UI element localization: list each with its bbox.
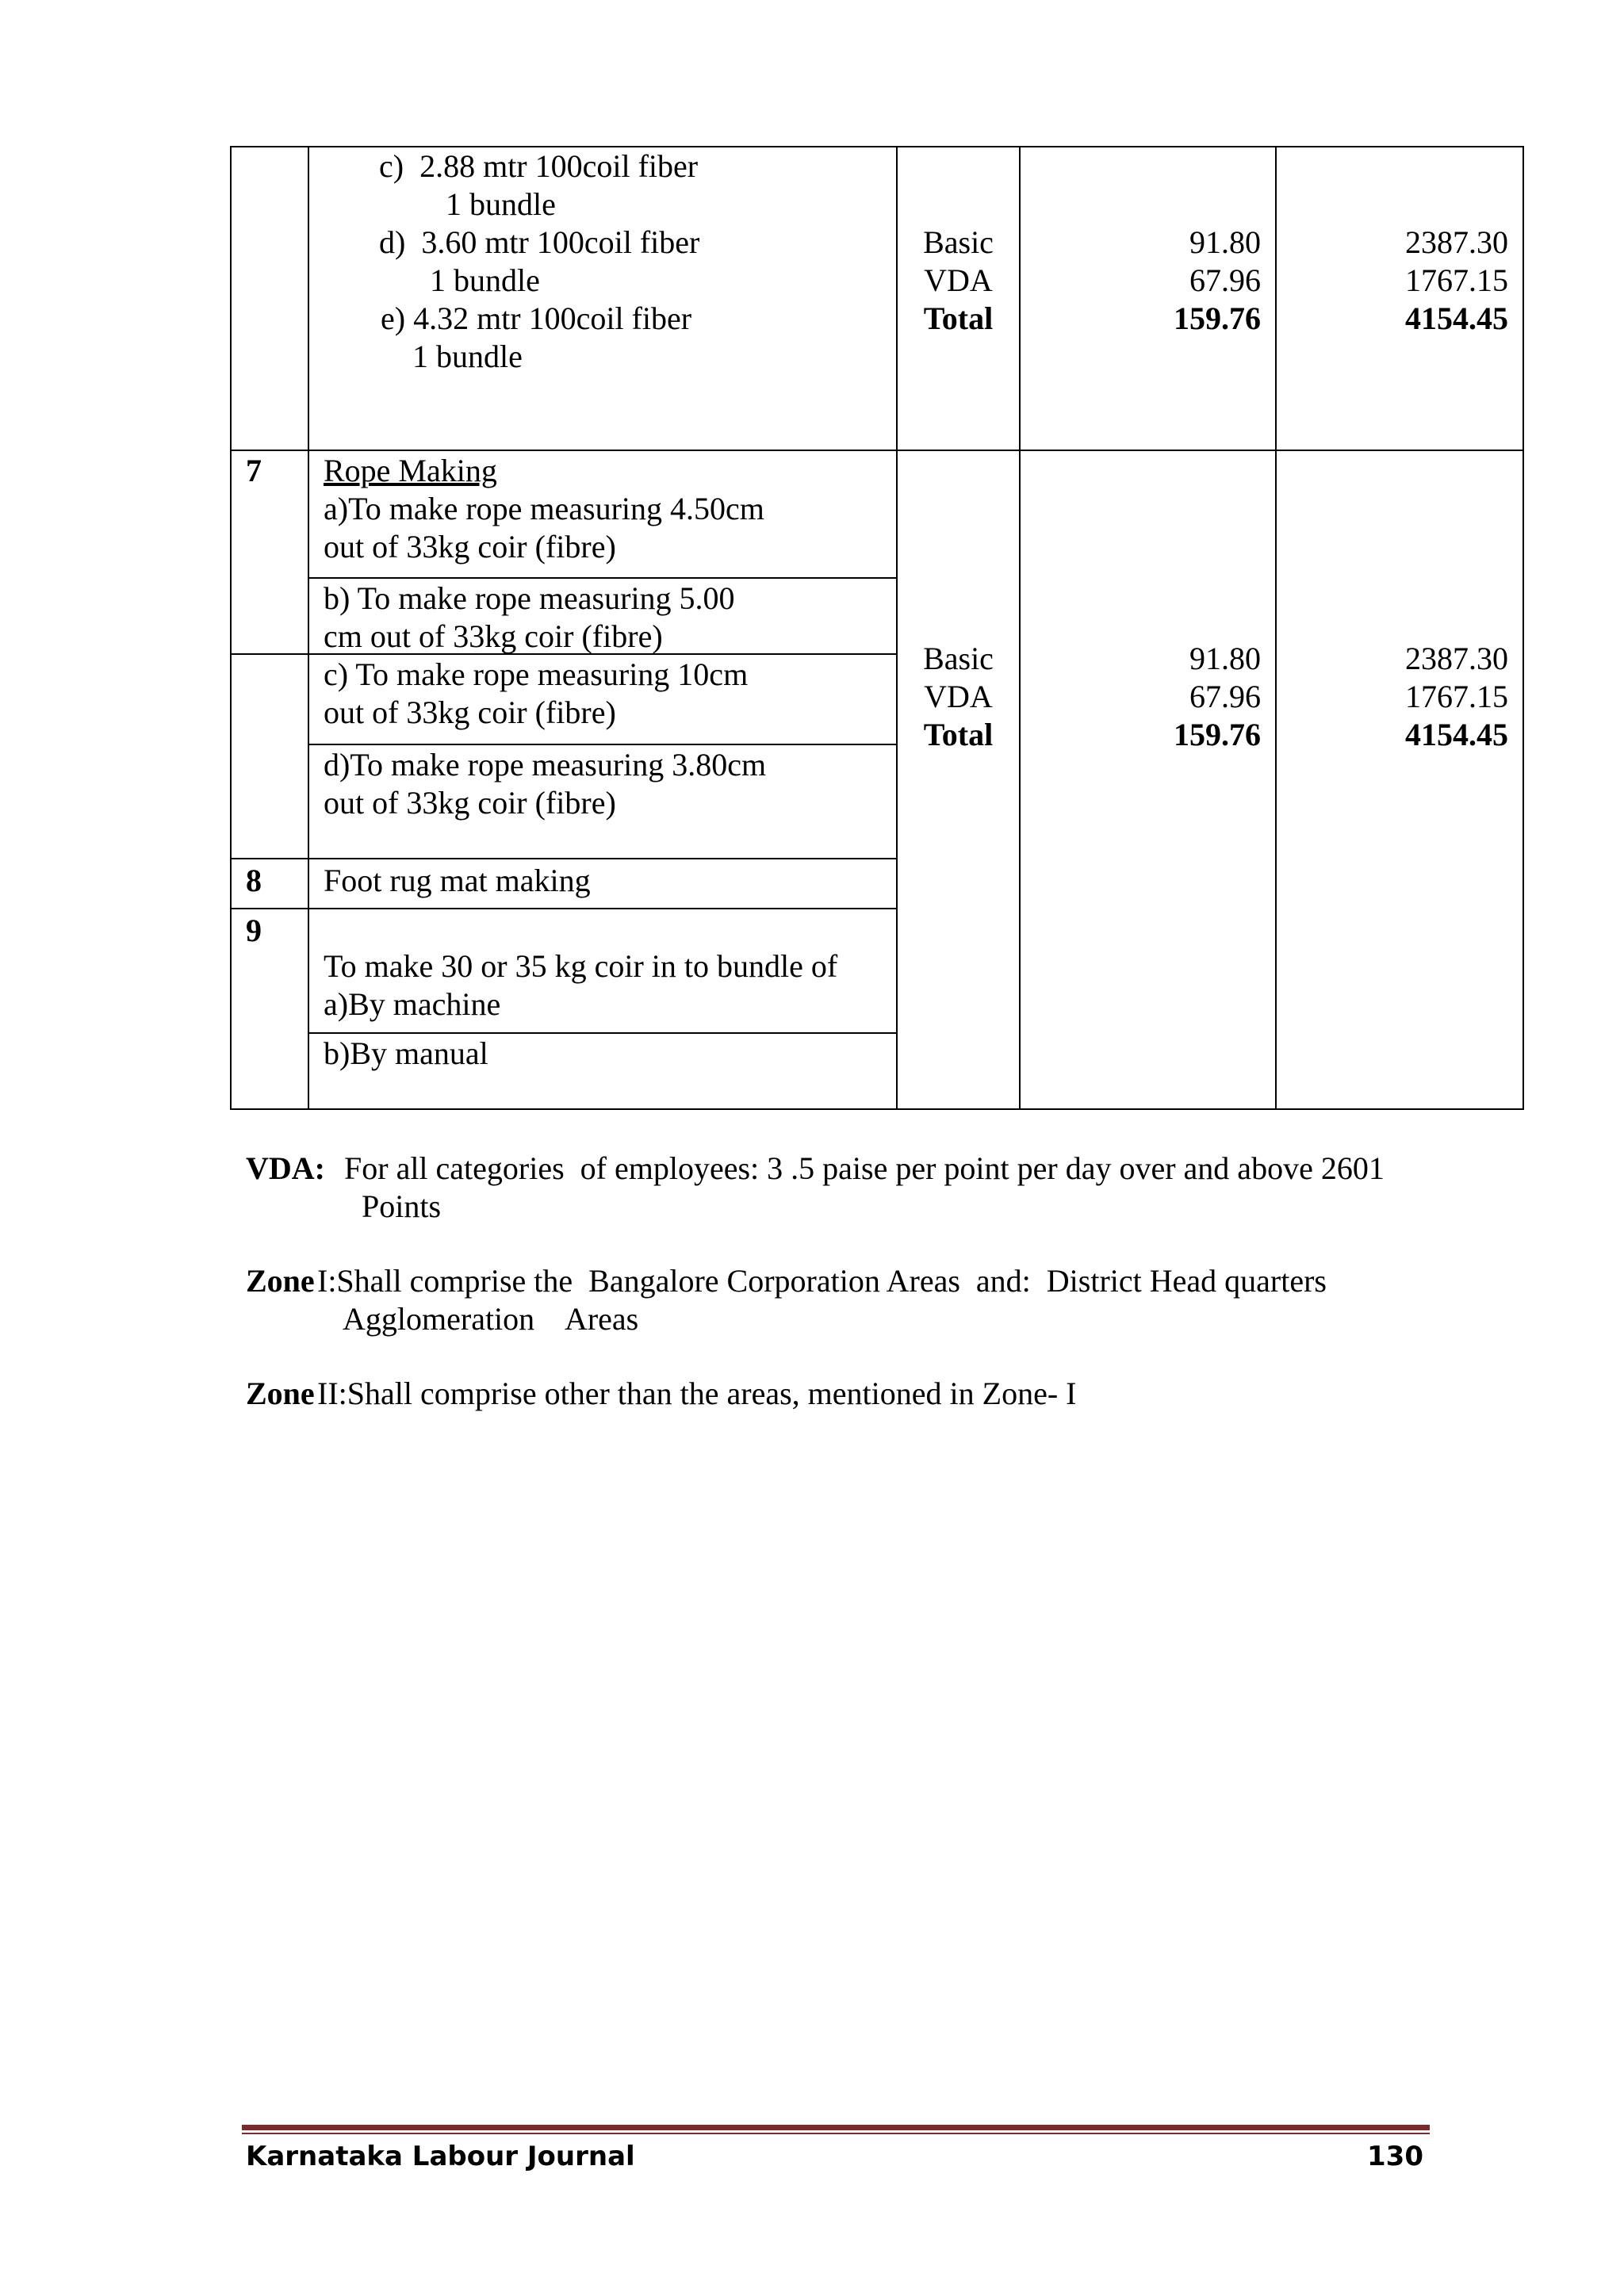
group-zone2-vda: 1767.15 (1405, 679, 1508, 714)
row-separator-7b (308, 577, 898, 579)
component-total: Total (923, 300, 994, 336)
zone2-total: 4154.45 (1405, 300, 1508, 336)
zone1-basic: 91.80 (1189, 224, 1261, 260)
component-basic: Basic (923, 224, 994, 260)
vda-label: VDA: (246, 1150, 325, 1186)
row-number: 9 (246, 913, 262, 948)
table-border-bottom (230, 1108, 1524, 1110)
row-separator-8 (230, 858, 898, 859)
group-zone1-vda: 67.96 (1189, 679, 1261, 714)
row-number: 7 (246, 453, 262, 488)
group-component-total: Total (923, 717, 994, 752)
table-border-right (1522, 146, 1524, 1110)
group-zone2-basic: 2387.30 (1405, 641, 1508, 676)
footer-rule-thin (242, 2133, 1430, 2134)
row7-d-line1: d)To make rope measuring 3.80cm (324, 747, 767, 783)
row9-text: To make 30 or 35 kg coir in to bundle of (324, 948, 838, 984)
zone2-vda: 1767.15 (1405, 262, 1508, 298)
item-c-label: c) 2.88 mtr 100coil fiber (379, 148, 699, 184)
zone2-basic: 2387.30 (1405, 224, 1508, 260)
item-e-sub: 1 bundle (412, 339, 523, 374)
row-separator-9 (230, 908, 898, 909)
row7-b-line1: b) To make rope measuring 5.00 (324, 580, 735, 616)
table-border-left (230, 146, 232, 1110)
row7-a-line2: out of 33kg coir (fibre) (324, 529, 616, 564)
table-col-divider-4 (1275, 146, 1277, 1110)
row7-b-line2: cm out of 33kg coir (fibre) (324, 618, 663, 654)
zone1-vda: 67.96 (1189, 262, 1261, 298)
zone1-label: Zone (246, 1263, 315, 1299)
zone1-text: I:Shall comprise the Bangalore Corporation Areas and: District Head quarters (317, 1263, 1327, 1299)
group-component-vda: VDA (924, 679, 993, 714)
zone1-text-2: Agglomeration Areas (343, 1301, 639, 1337)
footer-rule-thick (242, 2125, 1430, 2130)
row9-b: b)By manual (324, 1035, 488, 1071)
row8-text: Foot rug mat making (324, 863, 591, 898)
row-separator-9b (308, 1032, 898, 1034)
component-vda: VDA (924, 262, 993, 298)
zone2-text: II:Shall comprise other than the areas, mentioned in Zone- I (317, 1376, 1077, 1411)
row7-title: Rope Making (324, 453, 497, 488)
row7-c-line2: out of 33kg coir (fibre) (324, 695, 616, 730)
item-c-sub: 1 bundle (446, 186, 556, 222)
group-zone2-total: 4154.45 (1405, 717, 1508, 752)
page-number: 130 (1367, 2141, 1423, 2172)
zone2-label: Zone (246, 1376, 315, 1411)
journal-title: Karnataka Labour Journal (246, 2141, 635, 2172)
row7-c-line1: c) To make rope measuring 10cm (324, 656, 749, 692)
row-separator-7 (230, 450, 1524, 451)
item-d-label: d) 3.60 mtr 100coil fiber (379, 224, 700, 260)
table-col-divider-3 (1019, 146, 1021, 1110)
item-d-sub: 1 bundle (430, 262, 540, 298)
group-zone1-basic: 91.80 (1189, 641, 1261, 676)
item-e-label: e) 4.32 mtr 100coil fiber (381, 300, 692, 336)
row-number: 8 (246, 863, 262, 898)
vda-text: For all categories of employees: 3 .5 paise per point per day over and above 2601 (344, 1150, 1385, 1186)
vda-text-2: Points (362, 1188, 442, 1224)
table-col-divider-1 (308, 146, 309, 1110)
row9-a: a)By machine (324, 986, 501, 1022)
group-component-basic: Basic (923, 641, 994, 676)
row7-a-line1: a)To make rope measuring 4.50cm (324, 491, 764, 526)
zone1-total: 159.76 (1174, 300, 1261, 336)
row-separator-7d (308, 744, 898, 745)
row7-d-line2: out of 33kg coir (fibre) (324, 785, 616, 821)
group-zone1-total: 159.76 (1174, 717, 1261, 752)
